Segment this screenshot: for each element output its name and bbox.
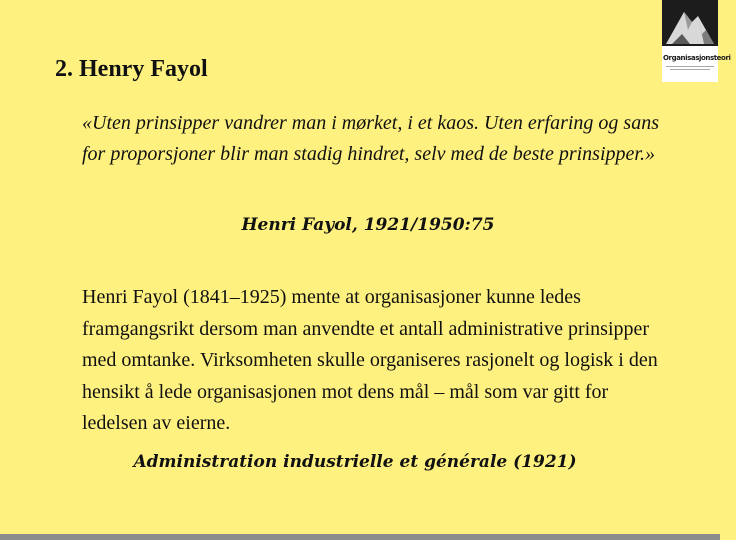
quote-text: «Uten prinsipper vandrer man i mørket, i et kaos. Uten erfaring og sans for proporsjoner blir man stadig hindret, selv med de beste prinsipper.» [82, 112, 659, 165]
quote-source: Henri Fayol, 1921/1950:75 [241, 215, 495, 235]
slide-title: 2. Henry Fayol [55, 56, 208, 82]
bottom-bar [0, 534, 720, 540]
body-paragraph: Henri Fayol (1841–1925) mente at organisasjoner kunne ledes framgangsrikt dersom man anvendte et antall administrative prinsipper med omtanke. Virksomheten skulle organiseres rasjonelt og logisk i den hensikt å lede organisasjonen mot dens mål – mål som var gitt for ledelsen av eierne. [82, 286, 658, 434]
mountain-icon [662, 0, 718, 48]
work-title: Administration industrielle et générale (1921) [133, 452, 577, 472]
book-title: Organisasjonsteori [663, 54, 731, 62]
book-divider [670, 69, 710, 70]
book-cover-image [662, 0, 731, 82]
book-divider [666, 66, 714, 67]
